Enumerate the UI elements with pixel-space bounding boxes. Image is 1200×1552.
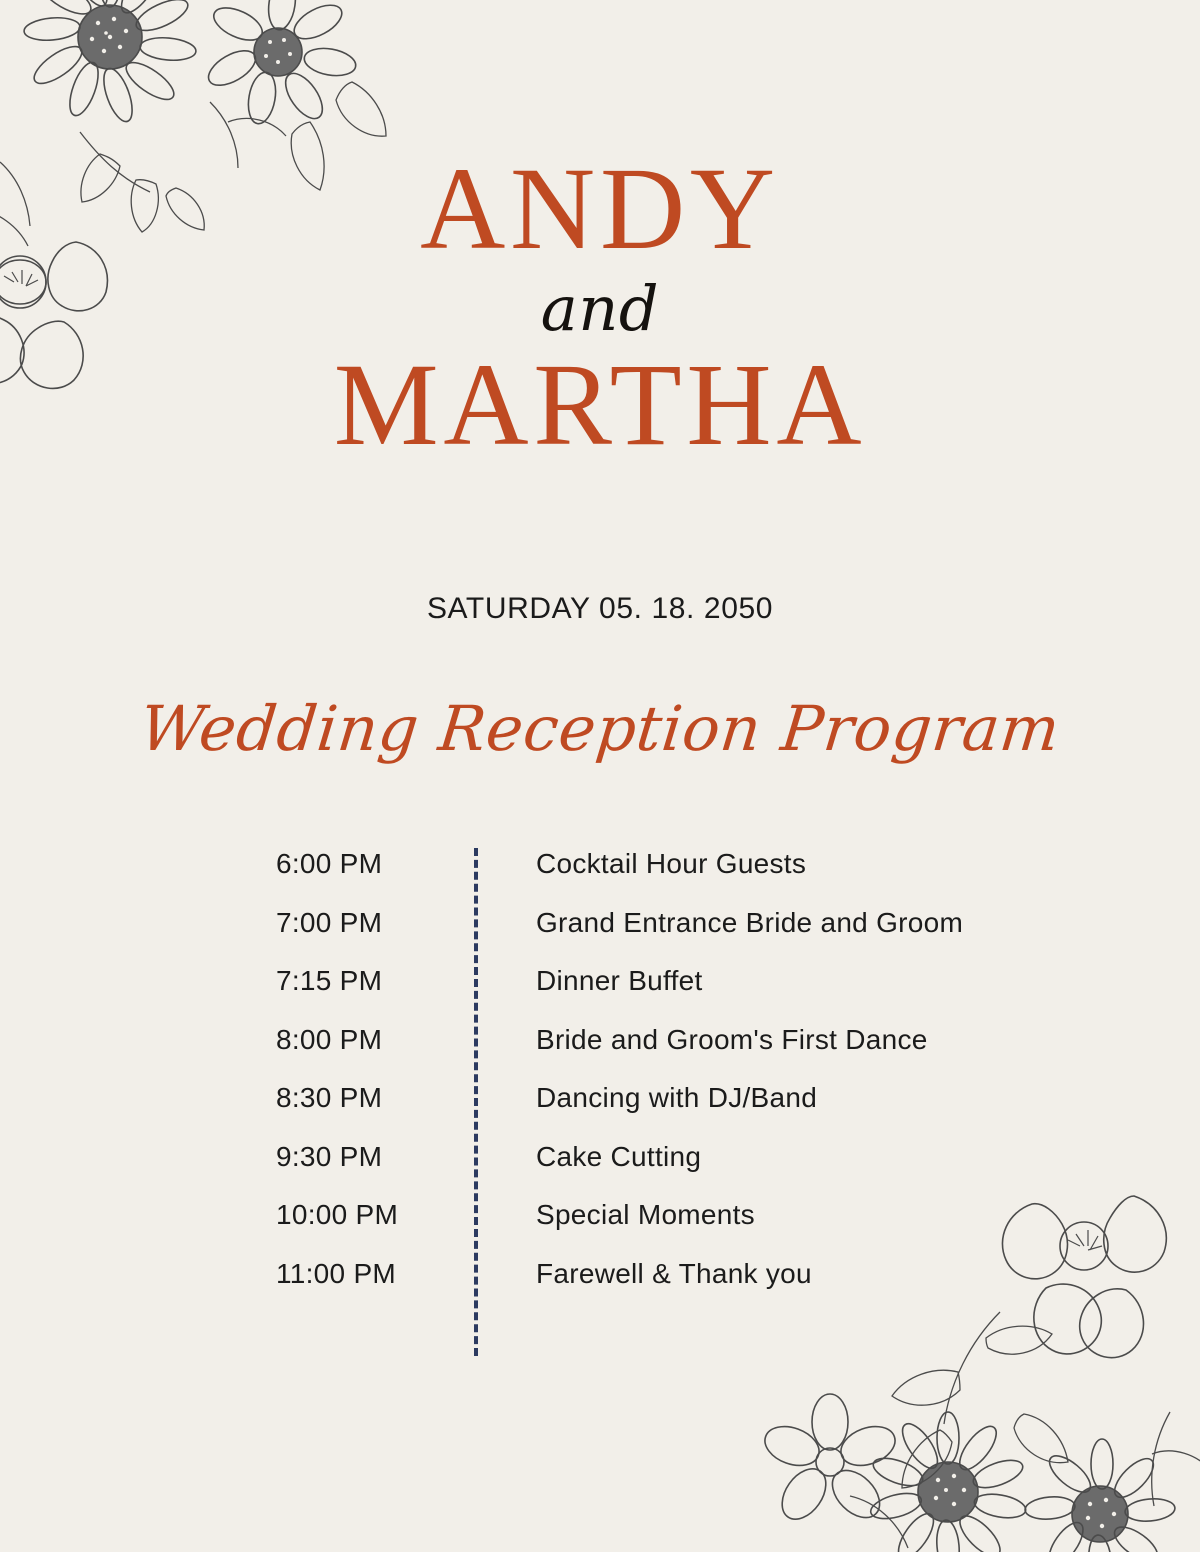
schedule-divider xyxy=(474,848,478,1356)
schedule-time: 6:00 PM xyxy=(276,848,383,879)
schedule-event: Special Moments xyxy=(536,1199,755,1230)
bride-groom-name-first: ANDY xyxy=(420,143,780,274)
table-row xyxy=(276,1082,1036,1141)
table-row xyxy=(276,1141,1036,1200)
event-date: SATURDAY 05. 18. 2050 xyxy=(426,592,774,625)
table-row xyxy=(276,1024,1036,1083)
table-row xyxy=(276,848,1036,907)
schedule-event: Cocktail Hour Guests xyxy=(536,848,807,879)
couple-names xyxy=(0,143,1200,470)
schedule-event: Cake Cutting xyxy=(536,1140,702,1172)
schedule-time: 7:00 PM xyxy=(276,906,383,938)
schedule-event: Farewell & Thank you xyxy=(536,1257,812,1289)
schedule-event: Dinner Buffet xyxy=(536,965,703,996)
schedule-event: Dancing with DJ/Band xyxy=(536,1082,818,1113)
program-title: Wedding Reception Program xyxy=(136,692,1064,765)
table-row xyxy=(276,907,1036,966)
table-row xyxy=(276,1258,1036,1317)
schedule-time: 11:00 PM xyxy=(276,1257,397,1289)
schedule-time: 8:00 PM xyxy=(276,1023,383,1055)
table-row xyxy=(276,965,1036,1024)
schedule-time: 9:30 PM xyxy=(276,1140,383,1172)
table-row xyxy=(276,1199,1036,1258)
schedule-event: Bride and Groom's First Dance xyxy=(536,1023,928,1055)
schedule-time: 7:15 PM xyxy=(276,965,383,996)
schedule-section xyxy=(276,848,1036,1316)
schedule-time: 8:30 PM xyxy=(276,1082,383,1113)
schedule-event: Grand Entrance Bride and Groom xyxy=(536,906,964,938)
schedule-time: 10:00 PM xyxy=(276,1199,399,1230)
bride-groom-name-second: MARTHA xyxy=(333,339,867,470)
name-conjunction: and xyxy=(540,272,660,345)
